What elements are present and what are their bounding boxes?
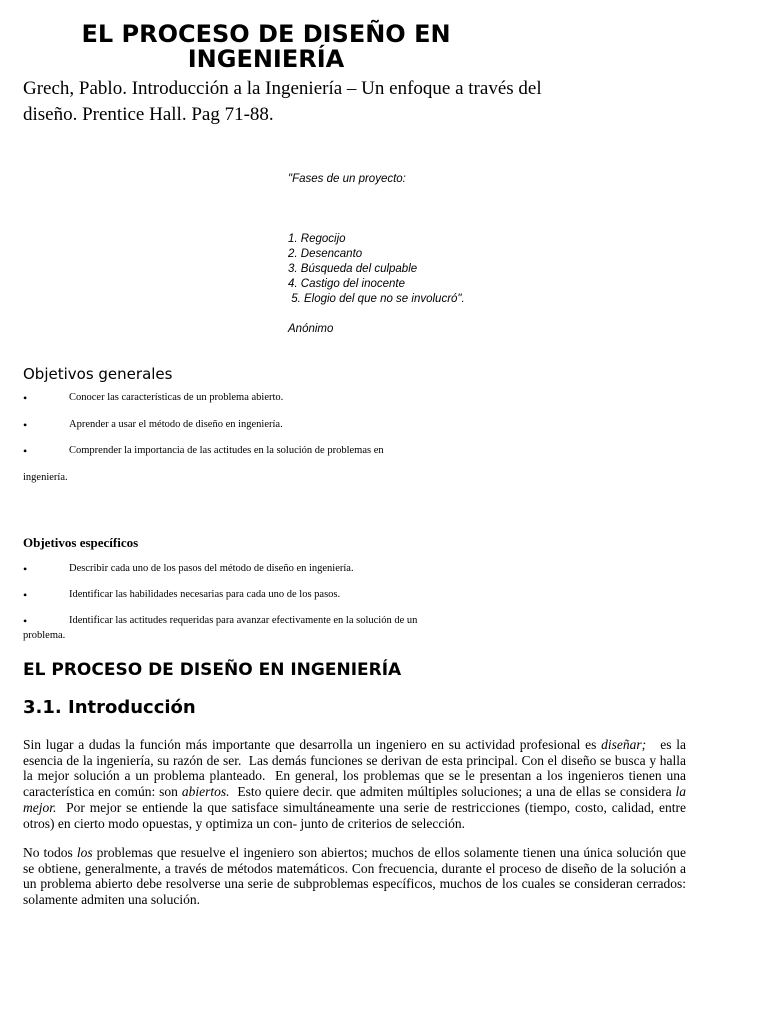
paragraph-text: Esto quiere decir. que admiten múltiples soluciones; a una de ellas se considera [229,784,676,800]
list-item-text: Identificar las actitudes requeridas para avanzar efectivamente en la solución de un [69,615,418,626]
paragraph-text: problemas que resuelve el ingeniero son abiertos; muchos de ellos solamente tienen una única solución que se obtiene, generalmente, a través de métodos matemáticos. Con frecuencia, durante el proceso de diseño de la solución a un problema abierto debe resolverse una serie de subproblemas específicos, muchos de los cuales se consideran cerrados: solamente admiten una solución. [23,845,686,908]
quote-item: 2. Desencanto [288,248,363,260]
list-item-text: Conocer las características de un problema abierto. [69,392,284,403]
list-item-text: Describir cada uno de los pasos del método de diseño en ingeniería. [69,563,354,574]
quote-list [288,232,465,307]
paragraph-text: Por mejor se entiende la que satisface simultáneamente una serie de restricciones (tiempo, costo, calidad, entre otros) en cierto modo opuestas, y optimiza un con- junto de criterios de selección. [23,799,690,831]
bullet: • [23,588,28,602]
list-item-text: Aprender a usar el método de diseño en ingeniería. [69,419,283,430]
paragraph-text: es la esencia de la ingeniería, su razón de ser. Las demás funciones se derivan de esta principal. Con el diseño se busca y halla la mejor solución a un problema planteado. En general, los problemas que se le presentan a los ingenieros tienen una característica en común: son [23,737,690,800]
list-item-text: Comprender la importancia de las actitudes en la solución de problemas en [69,445,384,456]
general-objectives-heading: Objetivos generales [23,365,173,383]
bullet: • [23,562,28,576]
paragraph-text: No todos [23,845,77,860]
list-item-continuation: problema. [23,630,66,641]
paragraph [23,845,686,908]
bullet: • [23,614,28,628]
bullet: • [23,391,28,405]
citation: Grech, Pablo. Introducción a la Ingeniería – Un enfoque a través del diseño. Prentice Hall. Pag 71-88. [23,78,542,125]
list-item-text: Identificar las habilidades necesarias para cada uno de los pasos. [69,589,341,600]
specific-objectives-heading: Objetivos específicos [23,535,139,550]
quote-item: 5. Elogio del que no se involucró". [288,293,465,305]
bullet: • [23,444,28,458]
paragraph-text: Sin lugar a dudas la función más importante que desarrolla un ingeniero en su actividad profesional es [23,737,602,752]
quote-item: 3. Búsqueda del culpable [288,263,418,275]
bullet: • [23,418,28,432]
section-title: EL PROCESO DE DISEÑO EN INGENIERÍA [23,660,402,680]
emphasis: abiertos. [181,784,230,800]
quote-author: Anónimo [288,323,334,335]
emphasis: los [76,845,93,860]
quote-item: 1. Regocijo [288,233,346,245]
document-title: EL PROCESO DE DISEÑO EN INGENIERÍA [81,20,451,73]
quote-item: 4. Castigo del inocente [288,278,405,290]
quote-heading: "Fases de un proyecto: [288,173,406,185]
list-item-continuation: ingeniería. [23,472,68,483]
emphasis: la mejor. [23,784,687,815]
emphasis: diseñar; [601,737,647,752]
paragraph [23,737,690,831]
subsection-title: 3.1. Introducción [23,697,196,718]
